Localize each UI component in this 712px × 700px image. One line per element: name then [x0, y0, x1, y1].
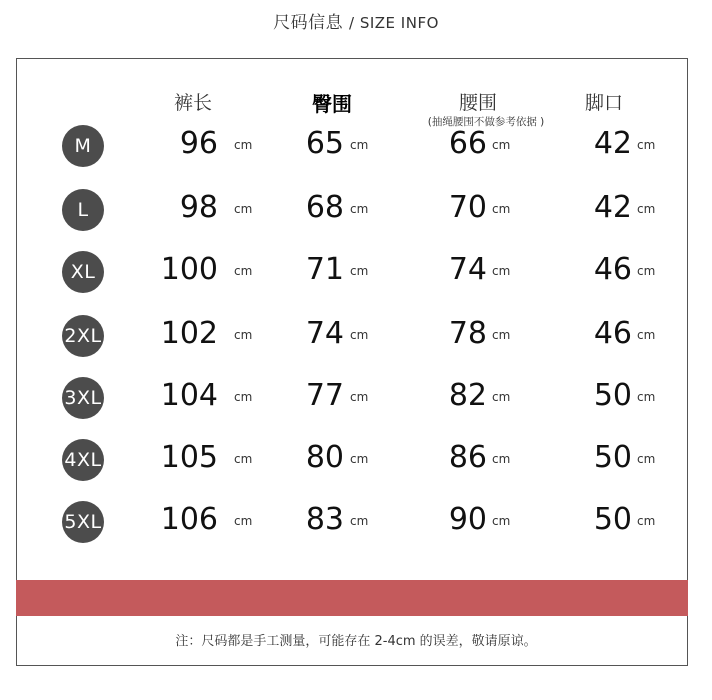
value-hip: 71: [305, 252, 344, 287]
size-badge: L: [62, 189, 104, 231]
value-waist: 66: [448, 126, 487, 161]
unit-label: cm: [350, 202, 369, 216]
size-badge: 2XL: [62, 315, 104, 357]
value-waist: 90: [448, 502, 487, 537]
value-hem: 42: [593, 190, 632, 225]
value-hip: 68: [305, 190, 344, 225]
col-header-waist-note: (抽绳腰围不做参考依据 ): [427, 116, 545, 128]
value-waist: 70: [448, 190, 487, 225]
unit-label: cm: [350, 138, 369, 152]
unit-label: cm: [492, 452, 511, 466]
size-badge: 4XL: [62, 439, 104, 481]
size-badge: M: [62, 125, 104, 167]
unit-label: cm: [234, 202, 253, 216]
page-title: [0, 8, 712, 33]
unit-label: cm: [492, 328, 511, 342]
value-hem: 46: [593, 252, 632, 287]
size-badge: 5XL: [62, 501, 104, 543]
unit-label: cm: [492, 390, 511, 404]
value-length: 102: [160, 316, 218, 351]
unit-label: cm: [637, 264, 656, 278]
unit-label: cm: [350, 390, 369, 404]
size-badge: 3XL: [62, 377, 104, 419]
unit-label: cm: [350, 452, 369, 466]
size-badge: XL: [62, 251, 104, 293]
value-hip: 80: [305, 440, 344, 475]
value-hip: 74: [305, 316, 344, 351]
value-hem: 50: [593, 440, 632, 475]
value-hem: 50: [593, 378, 632, 413]
unit-label: cm: [492, 202, 511, 216]
unit-label: cm: [350, 514, 369, 528]
col-header-hem: 脚口: [584, 92, 624, 114]
value-hem: 50: [593, 502, 632, 537]
value-length: 98: [179, 190, 218, 225]
value-waist: 78: [448, 316, 487, 351]
unit-label: cm: [234, 514, 253, 528]
unit-label: cm: [637, 138, 656, 152]
value-length: 96: [179, 126, 218, 161]
unit-label: cm: [234, 264, 253, 278]
unit-label: cm: [637, 452, 656, 466]
col-header-length: 裤长: [173, 92, 213, 114]
col-header-waist: 腰围: [458, 92, 498, 114]
unit-label: cm: [234, 390, 253, 404]
value-length: 100: [160, 252, 218, 287]
unit-label: cm: [234, 138, 253, 152]
unit-label: cm: [637, 390, 656, 404]
value-hem: 42: [593, 126, 632, 161]
value-length: 106: [160, 502, 218, 537]
value-waist: 74: [448, 252, 487, 287]
value-length: 104: [160, 378, 218, 413]
unit-label: cm: [492, 138, 511, 152]
value-length: 105: [160, 440, 218, 475]
accent-bar: [16, 580, 688, 616]
unit-label: cm: [350, 328, 369, 342]
unit-label: cm: [637, 514, 656, 528]
title-en: / SIZE INFO: [349, 14, 439, 32]
unit-label: cm: [637, 202, 656, 216]
value-waist: 82: [448, 378, 487, 413]
unit-label: cm: [637, 328, 656, 342]
measurement-note: 注：尺码都是手工测量，可能存在 2-4cm 的误差，敬请原谅。: [175, 634, 537, 649]
unit-label: cm: [492, 514, 511, 528]
unit-label: cm: [350, 264, 369, 278]
unit-label: cm: [234, 328, 253, 342]
value-waist: 86: [448, 440, 487, 475]
value-hip: 83: [305, 502, 344, 537]
col-header-hip: 臀围: [312, 92, 352, 116]
value-hem: 46: [593, 316, 632, 351]
unit-label: cm: [234, 452, 253, 466]
title-cn: 尺码信息: [273, 13, 344, 33]
unit-label: cm: [492, 264, 511, 278]
value-hip: 77: [305, 378, 344, 413]
value-hip: 65: [305, 126, 344, 161]
